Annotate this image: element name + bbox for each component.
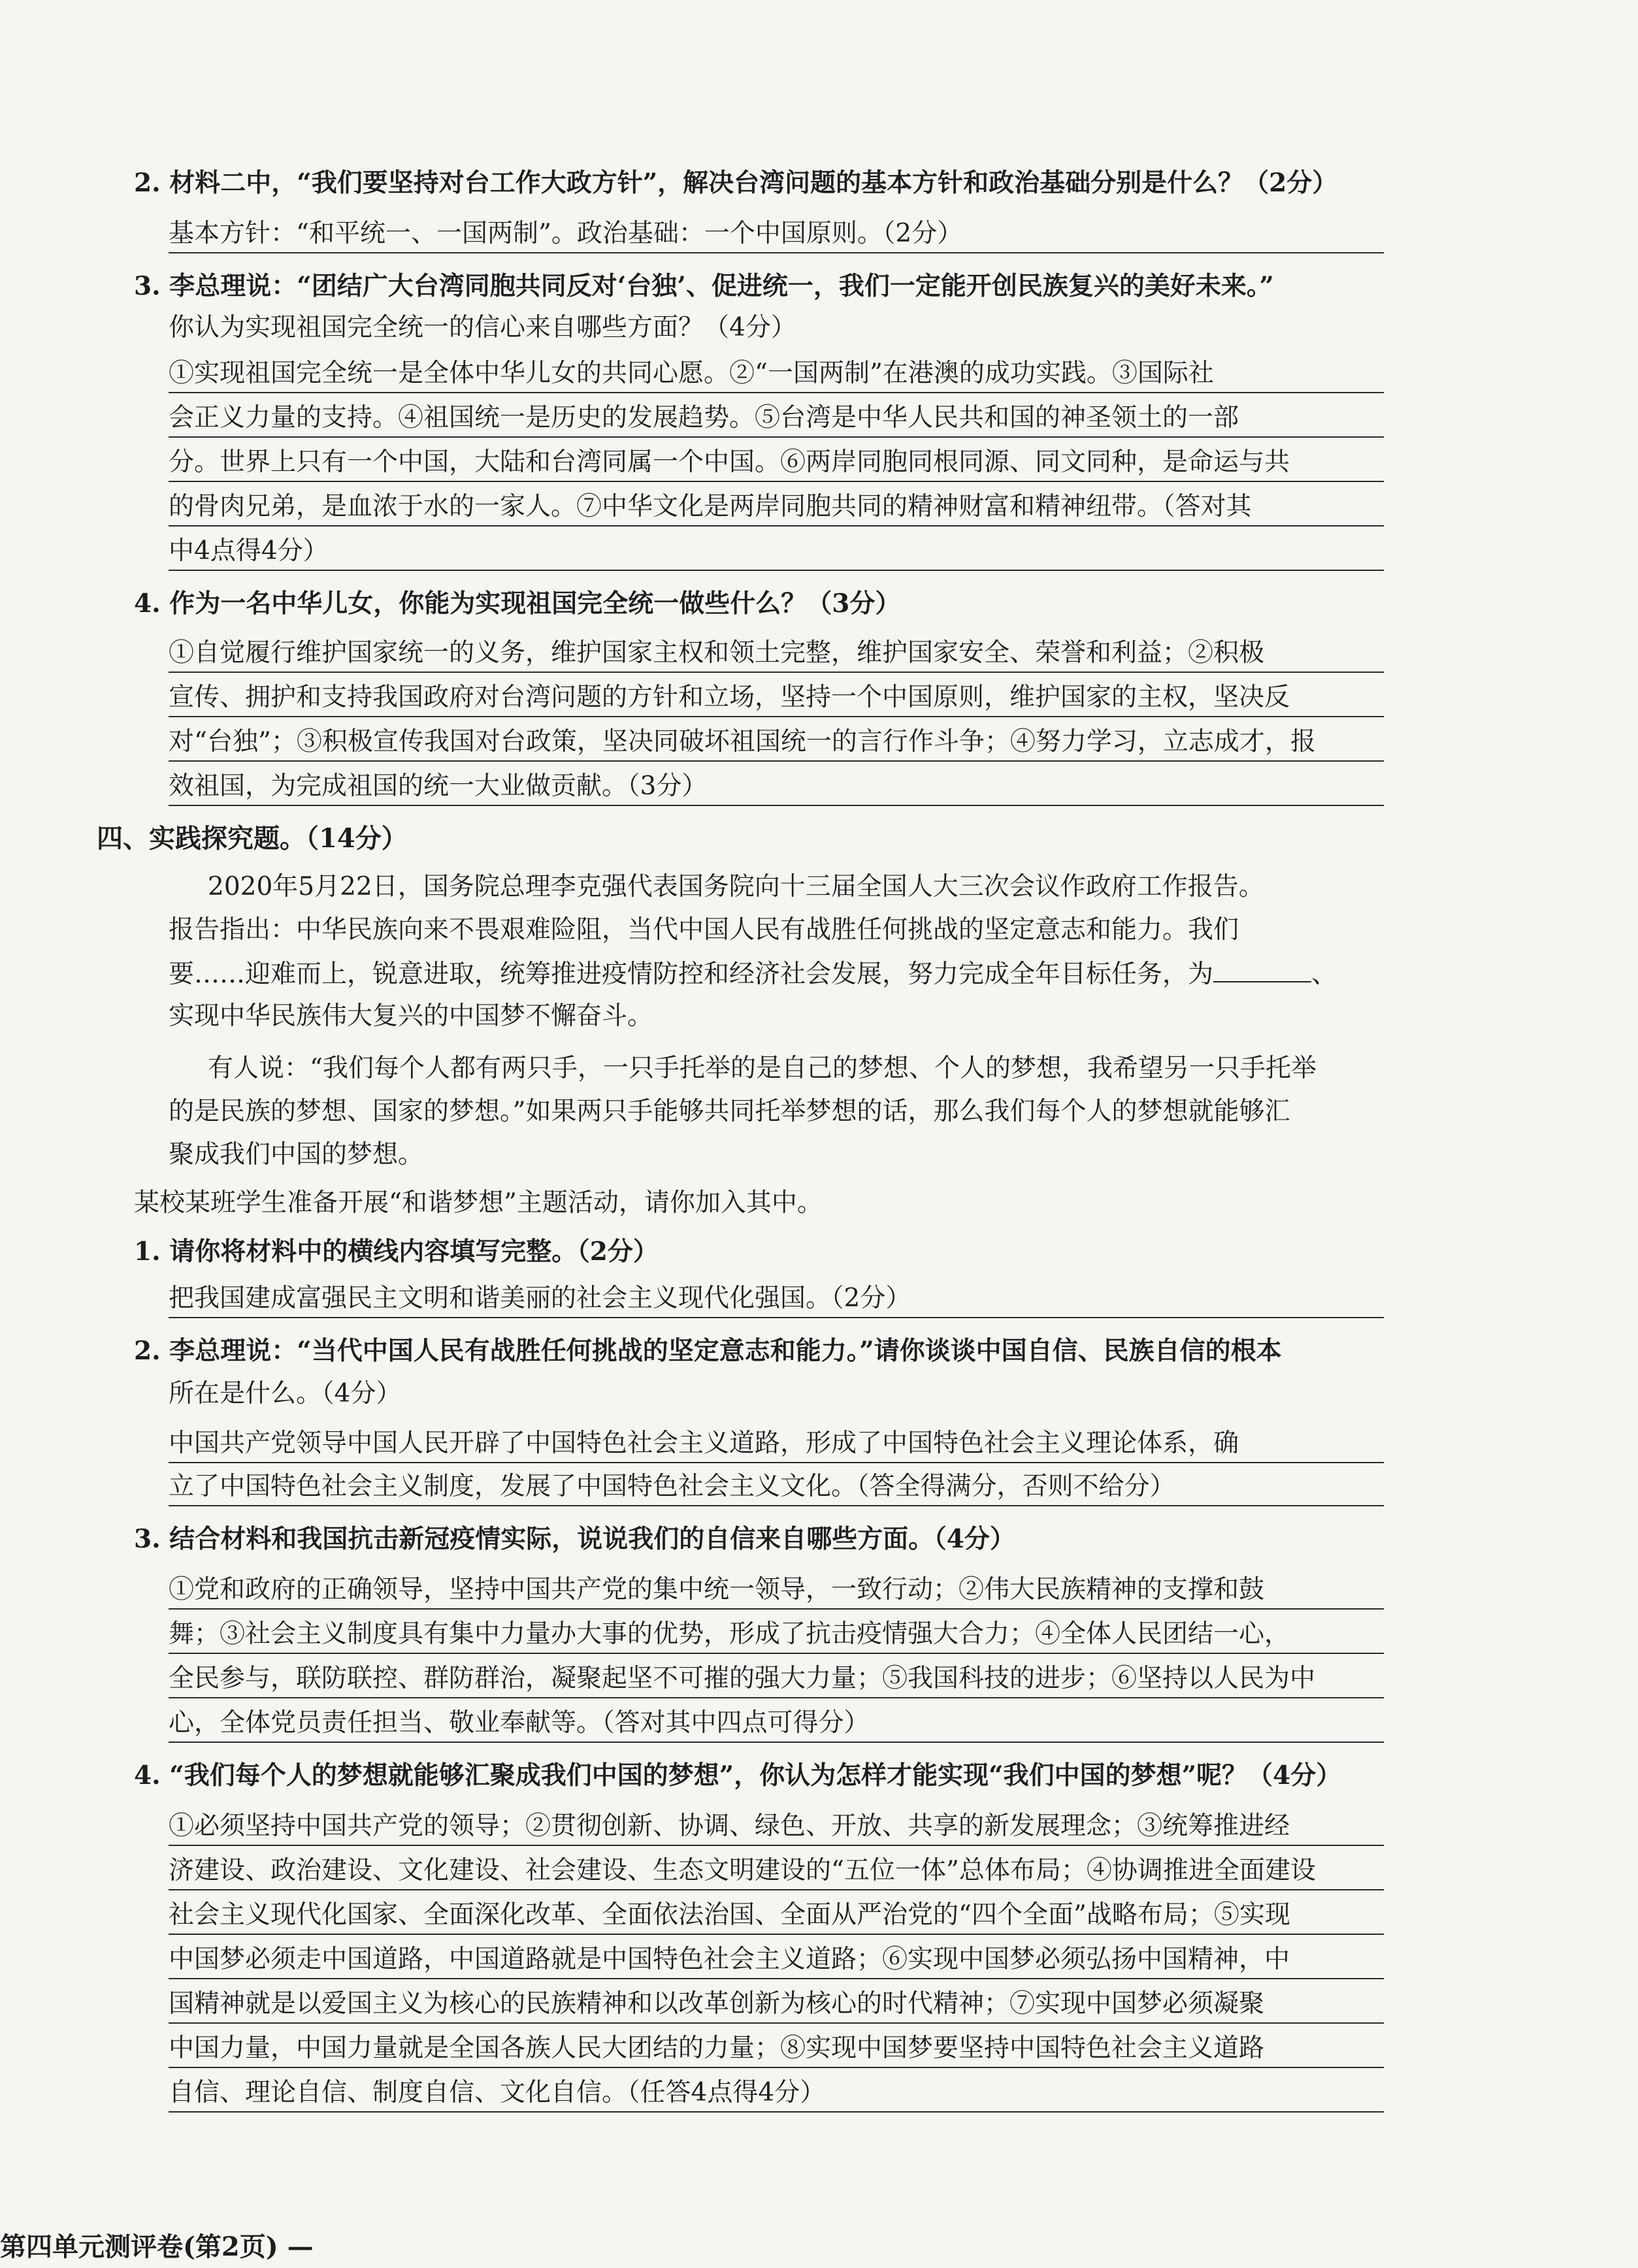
answer-3-line-5: 中4点得4分） [169, 533, 1384, 571]
s4-answer-3-line-4: 心，全体党员责任担当、敬业奉献等。（答对其中四点可得分） [169, 1705, 1384, 1743]
material-line-4: 实现中华民族伟大复兴的中国梦不懈奋斗。 [169, 1001, 653, 1031]
s4-answer-2-line-2: 立了中国特色社会主义制度，发展了中国特色社会主义文化。（答全得满分，否则不给分） [169, 1468, 1384, 1506]
s4-question-3: 3. 结合材料和我国抗击新冠疫情实际，说说我们的自信来自哪些方面。（4分） [134, 1524, 1015, 1554]
fill-in-blank [1213, 955, 1311, 982]
material-line-1: 2020年5月22日，国务院总理李克强代表国务院向十三届全国人大三次会议作政府工作报告。 [208, 872, 1264, 901]
s4-answer-4-line-1: ①必须坚持中国共产党的领导；②贯彻创新、协调、绿色、开放、共享的新发展理念；③统筹推进经 [169, 1808, 1384, 1846]
s4-answer-4-line-3: 社会主义现代化国家、全面深化改革、全面依法治国、全面从严治党的“四个全面”战略布局；⑤实现 [169, 1897, 1384, 1935]
s4-answer-3-line-3: 全民参与，联防联控、群防群治，凝聚起坚不可摧的强大力量；⑤我国科技的进步；⑥坚持以人民为中 [169, 1660, 1384, 1698]
question-4: 4. 作为一名中华儿女，你能为实现祖国完全统一做些什么？（3分） [134, 589, 901, 619]
page-footer: 第四单元测评卷(第2页) — [0, 2231, 314, 2262]
question-2: 2. 材料二中，“我们要坚持对台工作大政方针”，解决台湾问题的基本方针和政治基础分别是什么？（2分） [134, 168, 1338, 198]
material-line-3 [169, 955, 1337, 993]
section-4-title: 四、实践探究题。（14分） [97, 823, 408, 854]
s4-question-2-line-1: 2. 李总理说：“当代中国人民有战胜任何挑战的坚定意志和能力。”请你谈谈中国自信、民族自信的根本 [134, 1336, 1282, 1366]
material-line-6: 的是民族的梦想、国家的梦想。”如果两只手能够共同托举梦想的话，那么我们每个人的梦想就能够汇 [169, 1097, 1290, 1126]
material-line-3-text: 要……迎难而上，锐意进取，统筹推进疫情防控和经济社会发展，努力完成全年目标任务，为 [169, 960, 1214, 989]
material-line-8: 某校某班学生准备开展“和谐梦想”主题活动，请你加入其中。 [134, 1188, 823, 1218]
s4-question-1: 1. 请你将材料中的横线内容填写完整。（2分） [134, 1237, 659, 1267]
s4-answer-4-line-6: 中国力量，中国力量就是全国各族人民大团结的力量；⑧实现中国梦要坚持中国特色社会主义道路 [169, 2030, 1384, 2068]
answer-3-line-2: 会正义力量的支持。④祖国统一是历史的发展趋势。⑤台湾是中华人民共和国的神圣领土的一部 [169, 400, 1384, 438]
s4-answer-4-line-2: 济建设、政治建设、文化建设、社会建设、生态文明建设的“五位一体”总体布局；④协调推进全面建设 [169, 1853, 1384, 1890]
s4-answer-3-line-1: ①党和政府的正确领导，坚持中国共产党的集中统一领导，一致行动；②伟大民族精神的支撑和鼓 [169, 1572, 1384, 1610]
answer-2: 基本方针：“和平统一、一国两制”。政治基础：一个中国原则。（2分） [169, 216, 1384, 253]
answer-3-line-4: 的骨肉兄弟，是血浓于水的一家人。⑦中华文化是两岸同胞共同的精神财富和精神纽带。（答对其 [169, 489, 1384, 526]
s4-answer-1: 把我国建成富强民主文明和谐美丽的社会主义现代化强国。（2分） [169, 1280, 1384, 1318]
s4-answer-4-line-4: 中国梦必须走中国道路，中国道路就是中国特色社会主义道路；⑥实现中国梦必须弘扬中国精神，中 [169, 1941, 1384, 1979]
blank-tail: 、 [1311, 960, 1337, 989]
s4-question-4: 4. “我们每个人的梦想就能够汇聚成我们中国的梦想”，你认为怎样才能实现“我们中国的梦想”呢？（4分） [134, 1760, 1342, 1790]
answer-4-line-1: ①自觉履行维护国家统一的义务，维护国家主权和领土完整，维护国家安全、荣誉和利益；②积极 [169, 635, 1384, 673]
answer-4-line-2: 宣传、拥护和支持我国政府对台湾问题的方针和立场，坚持一个中国原则，维护国家的主权，坚决反 [169, 679, 1384, 717]
material-line-5: 有人说：“我们每个人都有两只手，一只手托举的是自己的梦想、个人的梦想，我希望另一只手托举 [208, 1054, 1317, 1083]
s4-answer-4-line-5: 国精神就是以爱国主义为核心的民族精神和以改革创新为核心的时代精神；⑦实现中国梦必须凝聚 [169, 1986, 1384, 2024]
material-line-2: 报告指出：中华民族向来不畏艰难险阻，当代中国人民有战胜任何挑战的坚定意志和能力。我们 [169, 915, 1239, 945]
answer-3-line-1: ①实现祖国完全统一是全体中华儿女的共同心愿。②“一国两制”在港澳的成功实践。③国际社 [169, 355, 1384, 393]
answer-4-line-3: 对“台独”；③积极宣传我国对台政策，坚决同破坏祖国统一的言行作斗争；④努力学习，立志成才，报 [169, 724, 1384, 762]
s4-answer-4-line-7: 自信、理论自信、制度自信、文化自信。（任答4点得4分） [169, 2075, 1384, 2113]
answer-3-line-3: 分。世界上只有一个中国，大陆和台湾同属一个中国。⑥两岸同胞同根同源、同文同种，是命运与共 [169, 444, 1384, 482]
material-line-7: 聚成我们中国的梦想。 [169, 1140, 424, 1169]
question-3-line-2: 你认为实现祖国完全统一的信心来自哪些方面？（4分） [169, 313, 796, 342]
answer-4-line-4: 效祖国，为完成祖国的统一大业做贡献。（3分） [169, 768, 1384, 806]
s4-answer-2-line-1: 中国共产党领导中国人民开辟了中国特色社会主义道路，形成了中国特色社会主义理论体系，确 [169, 1425, 1384, 1463]
s4-answer-3-line-2: 舞；③社会主义制度具有集中力量办大事的优势，形成了抗击疫情强大合力；④全体人民团结一心， [169, 1616, 1384, 1654]
question-3-line-1: 3. 李总理说：“团结广大台湾同胞共同反对‘台独’、促进统一，我们一定能开创民族复兴的美好未来。” [134, 271, 1274, 301]
s4-question-2-line-2: 所在是什么。（4分） [169, 1379, 402, 1408]
